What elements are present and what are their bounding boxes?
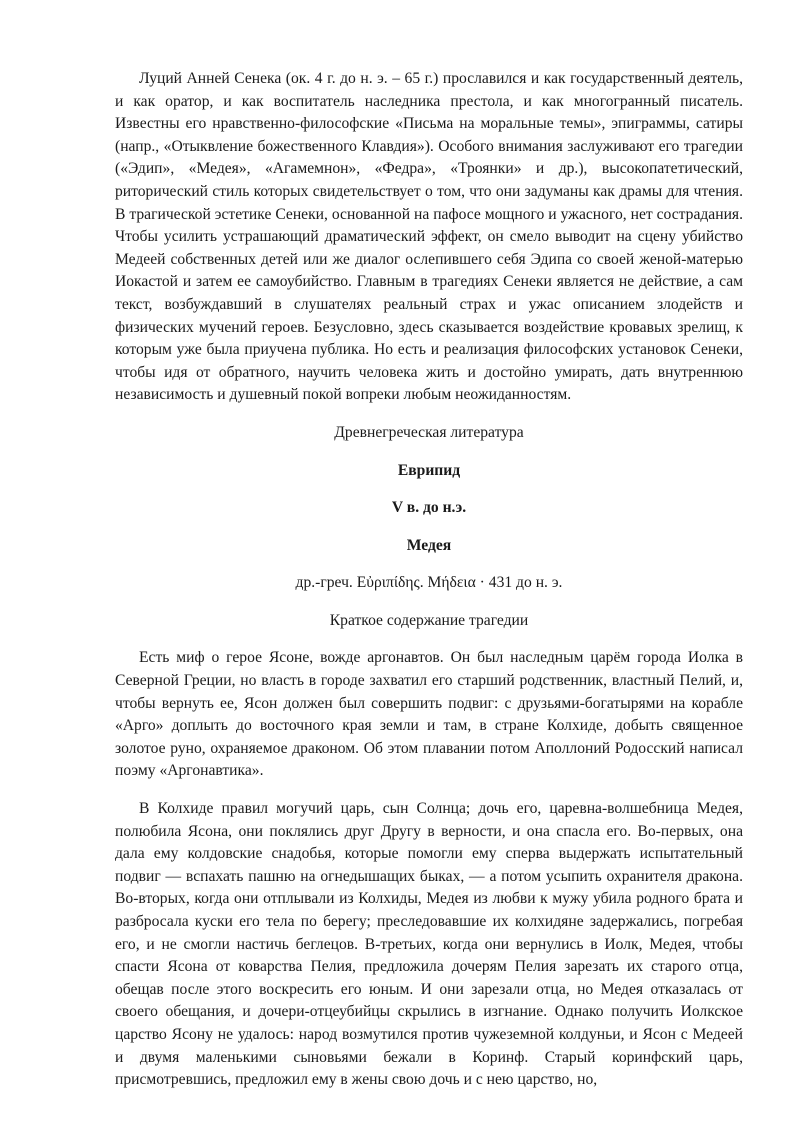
section-heading: Древнегреческая литература [334,423,524,441]
summary-heading: Краткое содержание трагедии [329,611,529,629]
century-label: V в. до н.э. [391,499,467,517]
work-meta: др.-греч. Εὐριπίδης. Μήδεια · 431 до н. э. [295,574,563,592]
body-paragraph: Есть миф о герое Ясоне, вожде аргонавтов. Он был наследным царём города Иолка в Северной Греции, но власть в городе захватил его старший родственник, властный Пелий, и, чтобы вернуть ее, Ясон должен был совершить подвиг: с друзьями-богатырями на корабле «Арго» доплыть до восточного края земли и там, в стране Колхиде, добыть священное золотое руно, охраняемое драконом. Об этом плавании потом Аполлоний Родосский написал поэму «Аргонавтика». [115,649,743,780]
author-name: Еврипид [397,461,461,479]
document-page [115,68,743,1092]
intro-paragraph: Луций Анней Сенека (ок. 4 г. до н. э. – 65 г.) прославился и как государственный деятель, и как оратор, и как воспитатель наследника престола, и как многогранный писатель. Известны его нравственно-философские «Письма на моральные темы», эпиграммы, сатиры (напр., «Отыквление божественного Клавдия»). Особого внимания заслуживают его трагедии («Эдип», «Медея», «Агамемнон», «Федра», «Троянки» и др.), высокопатетический, риторический стиль которых свидетельствует о том, что они задуманы как драмы для чтения. В трагической эстетике Сенеки, основанной на пафосе мощного и ужасного, нет сострадания. Чтобы усилить устрашающий драматический эффект, он смело выводит на сцену убийство Медеей собственных детей или же диалог ослепившего себя Эдипа со своей женой-матерью Иокастой и затем ее самоубийство. Главным в трагедиях Сенеки является не действие, а сам текст, возбуждавший в слушателях реальный страх и ужас описанием злодейств и физических мучений героев. Безусловно, здесь сказывается воздействие кровавых зрелищ, к которым уже была приучена публика. Но есть и реализация философских установок Сенеки, чтобы идя от обратного, научить человека жить и достойно умирать, дать внутреннюю независимость и душевный покой вопреки любым неожиданностям. [115,70,743,404]
body-paragraph: В Колхиде правил могучий царь, сын Солнца; дочь его, царевна-волшебница Медея, полюбила Ясона, они поклялись друг Другу в верности, и она спасла его. Во-первых, она дала ему колдовские снадобья, которые помогли ему сперва выдержать испытательный подвиг — вспахать пашню на огнедышащих быках, — а потом усыпить охранителя дракона. Во-вторых, когда они отплывали из Колхиды, Медея из любви к мужу убила родного брата и разбросала куски его тела по берегу; преследовавшие их колхидяне задержались, погребая его, и не смогли настичь беглецов. В-третьих, когда они вернулись в Иолк, Медея, чтобы спасти Ясона от коварства Пелия, предложила дочерям Пелия зарезать их старого отца, обещав после этого воскресить его юным. И они зарезали отца, но Медея отказалась от своего обещания, и дочери-отцеубийцы скрылись в изгнание. Однако получить Иолкское царство Ясону не удалось: народ возмутился против чужеземной колдуньи, и Ясон с Медеей и двумя маленькими сыновьями бежали в Коринф. Старый коринфский царь, присмотревшись, предложил ему в жены свою дочь и с нею царство, но, [115,800,743,1089]
work-title: Медея [406,536,452,554]
